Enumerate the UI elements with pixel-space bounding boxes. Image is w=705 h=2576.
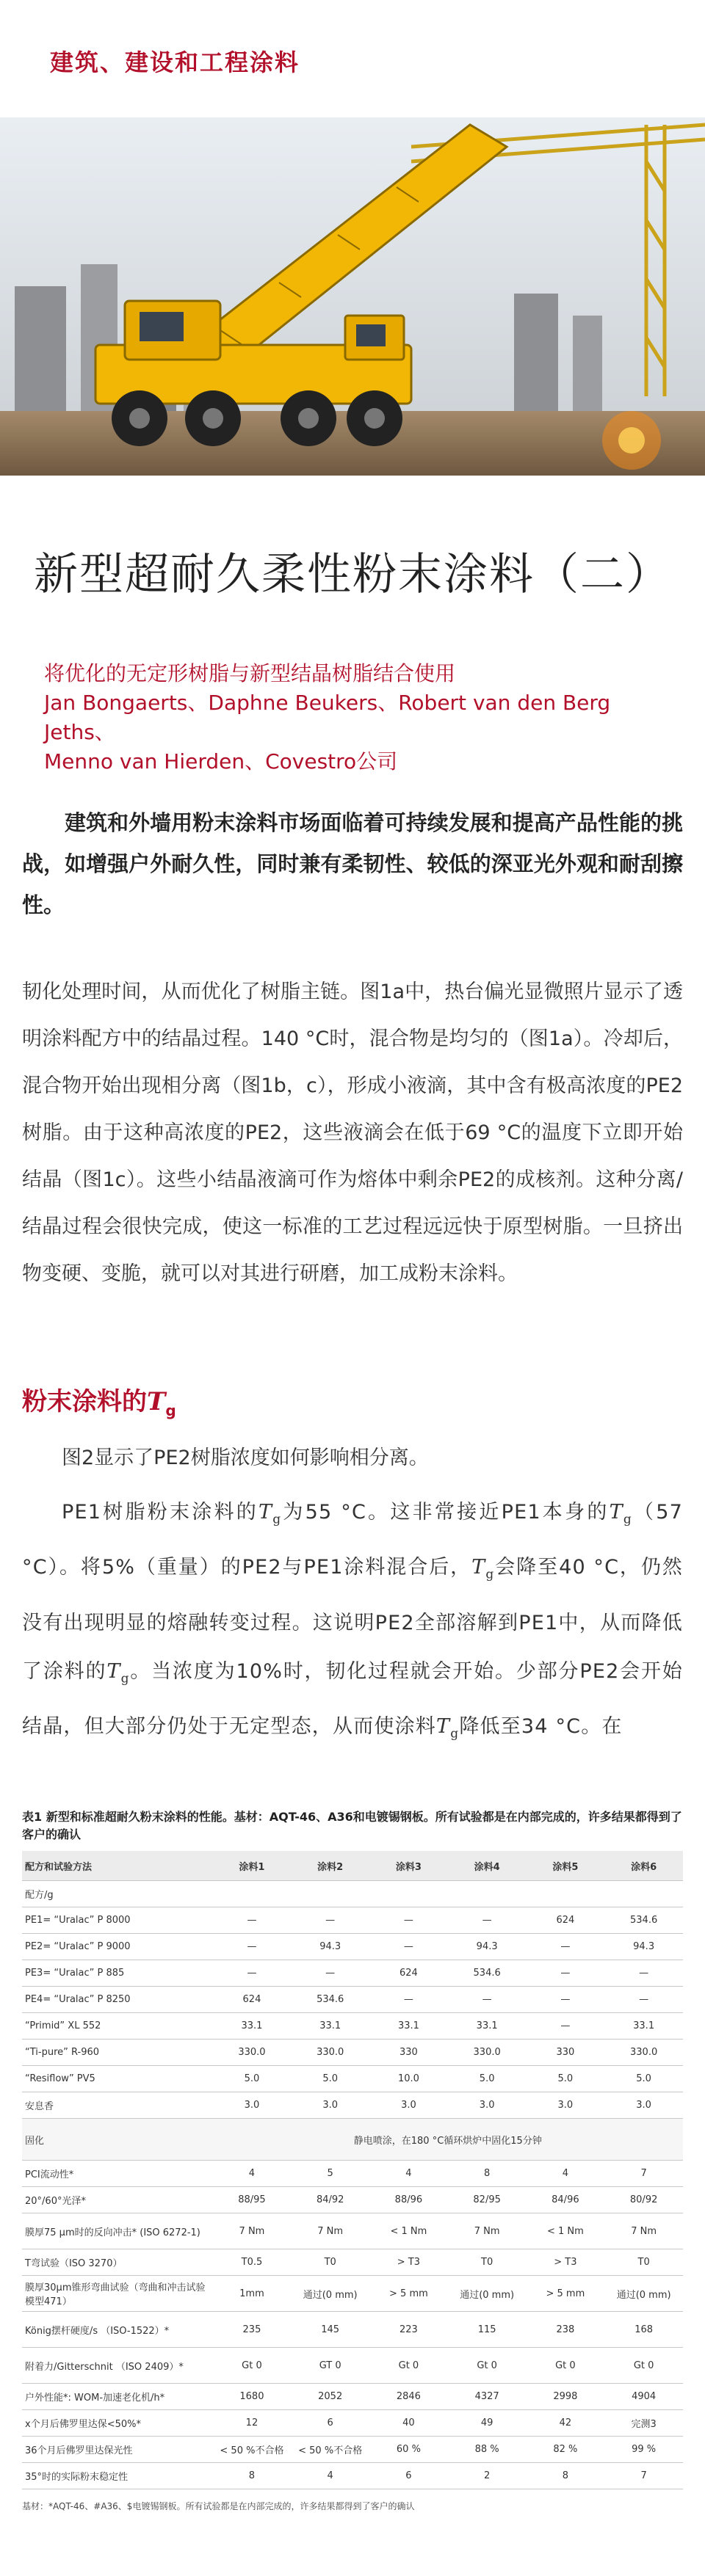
table-cell: 5.0 (448, 2066, 527, 2092)
table-cell: 通过(0 mm) (604, 2276, 683, 2312)
row-label: T弯试验（ISO 3270） (22, 2249, 213, 2276)
table-cell: 88/95 (213, 2187, 292, 2213)
table-cell (291, 1881, 369, 1907)
row-label: 安息香 (22, 2092, 213, 2119)
table-caption: 表1 新型和标准超耐久粉末涂料的性能。基材：AQT-46、A36和电镀锡钢板。所有试验都是在内部完成的，许多结果都得到了客户的确认 (22, 1810, 682, 1841)
table-cell: 88 % (448, 2437, 527, 2463)
table-cell: — (291, 1907, 369, 1934)
row-label: 配方/g (22, 1881, 213, 1907)
text-run: PE1树脂粉末涂料的 (62, 1501, 259, 1524)
table-cell: 5.0 (604, 2066, 683, 2092)
table-cell: 2998 (527, 2384, 605, 2410)
table-cell: 330.0 (604, 2040, 683, 2066)
table-cell: — (527, 1934, 605, 1960)
table-cell: 8 (448, 2161, 527, 2187)
cure-row-group (22, 2119, 683, 2161)
tg-term (471, 1556, 495, 1582)
table-cell: — (604, 1960, 683, 1987)
table-row (22, 1907, 683, 1934)
table-cell: 5.0 (291, 2066, 369, 2092)
table-cell: — (448, 1907, 527, 1934)
row-label: 20°/60°光泽* (22, 2187, 213, 2213)
table-cell: 330 (369, 2040, 448, 2066)
text-run: 为55 °C。这非常接近PE1本身的 (281, 1501, 610, 1524)
table-cell: — (527, 2013, 605, 2040)
crane-illustration (0, 117, 705, 476)
table-cell: 624 (213, 1987, 292, 2013)
table-cell: 80/92 (604, 2187, 683, 2213)
table-cell: 通过(0 mm) (291, 2276, 369, 2312)
table-row (22, 2013, 683, 2040)
authors-line-2: Menno van Hierden、Covestro公司 (44, 749, 398, 774)
table-row (22, 1881, 683, 1907)
table-row (22, 2092, 683, 2119)
text-run: 会降至40 °C，仍然没有出现明显的熔融转变过程。这说明PE2全部溶解到PE1中，从而降低了涂料的 (22, 1556, 683, 1683)
row-label: 户外性能*: WOM-加速老化机/h* (22, 2384, 213, 2410)
table-cell (448, 1881, 527, 1907)
tg-symbol: T (106, 1659, 121, 1683)
tg-symbol: T (436, 1715, 451, 1739)
table-cell: — (527, 1960, 605, 1987)
tg-subscript: g (165, 1401, 176, 1419)
text-run: 降低至34 °C。在 (459, 1715, 623, 1739)
table-cell: — (291, 1960, 369, 1987)
table-cell: 8 (527, 2463, 605, 2489)
table-cell (369, 1881, 448, 1907)
table-cell: 3.0 (527, 2092, 605, 2119)
table-cell: 4 (527, 2161, 605, 2187)
column-header: 涂料4 (448, 1851, 527, 1881)
table-cell: — (213, 1960, 292, 1987)
table-row (22, 2161, 683, 2187)
row-label: “Ti-pure” R-960 (22, 2040, 213, 2066)
tg-subscript: g (450, 1726, 460, 1742)
table-cell: > 5 mm (369, 2276, 448, 2312)
table-cell: 4 (369, 2161, 448, 2187)
table-cell: 33.1 (369, 2013, 448, 2040)
table-cell: 33.1 (448, 2013, 527, 2040)
cure-row (22, 2119, 683, 2161)
row-label: PCI流动性* (22, 2161, 213, 2187)
row-label: “Resiflow” PV5 (22, 2066, 213, 2092)
authors-line-1: Jan Bongaerts、Daphne Beukers、Robert van den Berg Jeths、 (44, 691, 611, 744)
table-cell: 49 (448, 2410, 527, 2437)
cure-label: 固化 (22, 2119, 213, 2161)
table-cell: 5 (291, 2161, 369, 2187)
text-run: （57 °C）。将5%（重量）的PE2与PE1涂料混合后， (22, 1501, 683, 1579)
lead-paragraph: 建筑和外墙用粉末涂料市场面临着可持续发展和提高产品性能的挑战，如增强户外耐久性，同时兼有柔韧性、较低的深亚光外观和耐刮擦性。 (22, 810, 683, 917)
row-label: 35°时的实际粉末稳定性 (22, 2463, 213, 2489)
table-row (22, 2312, 683, 2348)
table-cell: — (369, 1934, 448, 1960)
table-cell: 33.1 (604, 2013, 683, 2040)
table-cell: 12 (213, 2410, 292, 2437)
test-result-rows (22, 2161, 683, 2489)
table-row (22, 2348, 683, 2384)
table-cell: 330.0 (448, 2040, 527, 2066)
table-cell: 1680 (213, 2384, 292, 2410)
table-cell: T0 (604, 2249, 683, 2276)
table-cell: 6 (291, 2410, 369, 2437)
table-cell: 60 % (369, 2437, 448, 2463)
table-cell: 168 (604, 2312, 683, 2348)
column-header: 涂料1 (213, 1851, 292, 1881)
table-cell: 534.6 (604, 1907, 683, 1934)
table-row (22, 1987, 683, 2013)
table-cell: 7 (604, 2463, 683, 2489)
row-label: PE4= “Uralac” P 8250 (22, 1987, 213, 2013)
tg-subscript: g (272, 1512, 282, 1527)
table-cell: 2052 (291, 2384, 369, 2410)
section-heading (22, 1381, 176, 1419)
table-row (22, 2463, 683, 2489)
section-heading-text: 粉末涂料的 (22, 1387, 147, 1416)
table-cell: 10.0 (369, 2066, 448, 2092)
table-cell: — (369, 1907, 448, 1934)
article-title: 新型超耐久柔性粉末涂料（二） (34, 549, 671, 600)
formulation-rows (22, 1881, 683, 2119)
tg-symbol: T (609, 1501, 623, 1524)
tg-subscript: g (485, 1567, 495, 1582)
table-cell: 7 (604, 2161, 683, 2187)
tg-symbol: T (258, 1501, 273, 1524)
table-cell: 84/92 (291, 2187, 369, 2213)
table-row (22, 2384, 683, 2410)
text-run: 。当浓度为10%时，韧化过程就会开始。少部分PE2会开始结晶，但大部分仍处于无定型态，从而使涂料 (22, 1659, 683, 1739)
table-cell: 99 % (604, 2437, 683, 2463)
table-cell: < 50 %不合格 (213, 2437, 292, 2463)
properties-table (22, 1851, 683, 2489)
table-cell: Gt 0 (527, 2348, 605, 2384)
table-cell: < 1 Nm (369, 2213, 448, 2249)
table-cell: — (448, 1987, 527, 2013)
table-cell: 2846 (369, 2384, 448, 2410)
table-cell: 7 Nm (213, 2213, 292, 2249)
table-row (22, 2249, 683, 2276)
column-header: 涂料5 (527, 1851, 605, 1881)
table-cell: T0.5 (213, 2249, 292, 2276)
row-label: 膜厚75 μm时的反向冲击* (ISO 6272-1) (22, 2213, 213, 2249)
table-cell: 42 (527, 2410, 605, 2437)
row-label: PE2= “Uralac” P 9000 (22, 1934, 213, 1960)
table-cell: Gt 0 (448, 2348, 527, 2384)
table-cell: 4 (213, 2161, 292, 2187)
table-cell: GT 0 (291, 2348, 369, 2384)
table-cell: > T3 (527, 2249, 605, 2276)
table-cell: 82 % (527, 2437, 605, 2463)
table-cell: Gt 0 (213, 2348, 292, 2384)
table-cell: < 50 %不合格 (291, 2437, 369, 2463)
table-cell: 624 (369, 1960, 448, 1987)
properties-table-block (22, 1808, 683, 2542)
article-subtitle: 将优化的无定形树脂与新型结晶树脂结合使用 (44, 661, 456, 685)
table-cell: 5.0 (527, 2066, 605, 2092)
table-row (22, 1960, 683, 1987)
table-cell: 534.6 (291, 1987, 369, 2013)
table-cell: T0 (448, 2249, 527, 2276)
row-label: 36个月后佛罗里达保光性 (22, 2437, 213, 2463)
table-cell: 3.0 (369, 2092, 448, 2119)
byline (44, 659, 676, 776)
category-heading: 建筑、建设和工程涂料 (50, 48, 300, 76)
table-cell: 84/96 (527, 2187, 605, 2213)
table-cell: 624 (527, 1907, 605, 1934)
table-cell: 330.0 (213, 2040, 292, 2066)
table-row (22, 2213, 683, 2249)
table-cell: 145 (291, 2312, 369, 2348)
table-cell: 7 Nm (291, 2213, 369, 2249)
table-cell: 94.3 (291, 1934, 369, 1960)
row-label: PE1= “Uralac” P 8000 (22, 1907, 213, 1934)
table-cell: 3.0 (291, 2092, 369, 2119)
table-cell: 4 (291, 2463, 369, 2489)
table-cell: 2 (448, 2463, 527, 2489)
table-cell: 通过(0 mm) (448, 2276, 527, 2312)
body-paragraph-1: 韧化处理时间，从而优化了树脂主链。图1a中，热台偏光显微照片显示了透明涂料配方中的结晶过程。140 °C时，混合物是均匀的（图1a）。冷却后，混合物开始出现相分离（图1b，c），形成小液滴，其中含有极高浓度的PE2树脂。由于这种高浓度的PE2，这些液滴会在低于69 °C的温度下立即开始结晶（图1c）。这些小结晶液滴可作为熔体中剩余PE2的成核剂。这种分离/结晶过程会很快完成，使这一标准的工艺过程远远快于原型树脂。一旦挤出物变硬、变脆，就可以对其进行研磨，加工成粉末涂料。 (22, 980, 683, 1285)
table-cell: 238 (527, 2312, 605, 2348)
table-cell: 235 (213, 2312, 292, 2348)
table-cell: 5.0 (213, 2066, 292, 2092)
table-row (22, 2187, 683, 2213)
table-cell (213, 1881, 292, 1907)
table-cell: 94.3 (448, 1934, 527, 1960)
table-cell: Gt 0 (369, 2348, 448, 2384)
table-cell: 330 (527, 2040, 605, 2066)
column-header: 配方和试验方法 (22, 1851, 213, 1881)
table-cell: 40 (369, 2410, 448, 2437)
table-cell: — (369, 1987, 448, 2013)
table-cell: 3.0 (448, 2092, 527, 2119)
table-footnote: 基材：*AQT-46、#A36、$电镀锡钢板。所有试验都是在内部完成的，许多结果都得到了客户的确认 (22, 2501, 415, 2511)
row-label: x个月后佛罗里达保<50%* (22, 2410, 213, 2437)
table-cell: Gt 0 (604, 2348, 683, 2384)
hero-image (0, 117, 705, 476)
table-row (22, 1934, 683, 1960)
row-label: 附着力/Gitterschnit （ISO 2409）* (22, 2348, 213, 2384)
tg-subscript: g (623, 1512, 632, 1527)
table-row (22, 2410, 683, 2437)
table-header-row (22, 1851, 683, 1881)
table-cell: 330.0 (291, 2040, 369, 2066)
table-row (22, 2276, 683, 2312)
row-label: 膜厚30μm锥形弯曲试验（弯曲和冲击试验模型471） (22, 2276, 213, 2312)
table-cell: 33.1 (213, 2013, 292, 2040)
table-cell (604, 1881, 683, 1907)
table-cell: > 5 mm (527, 2276, 605, 2312)
table-cell: 3.0 (213, 2092, 292, 2119)
table-cell: T0 (291, 2249, 369, 2276)
table-cell: — (213, 1934, 292, 1960)
table-cell: 1mm (213, 2276, 292, 2312)
row-label: König摆杆硬度/s （ISO-1522）* (22, 2312, 213, 2348)
table-cell: 4327 (448, 2384, 527, 2410)
table-cell: 4904 (604, 2384, 683, 2410)
table-cell: < 1 Nm (527, 2213, 605, 2249)
table-cell: 完测3 (604, 2410, 683, 2437)
tg-term (258, 1501, 282, 1527)
table-cell: 7 Nm (448, 2213, 527, 2249)
table-row (22, 2437, 683, 2463)
column-header: 涂料2 (291, 1851, 369, 1881)
table-cell: 6 (369, 2463, 448, 2489)
column-header: 涂料3 (369, 1851, 448, 1881)
table-cell: — (604, 1987, 683, 2013)
table-cell: 88/96 (369, 2187, 448, 2213)
table-cell: — (213, 1907, 292, 1934)
table-row (22, 2066, 683, 2092)
table-cell: 82/95 (448, 2187, 527, 2213)
table-cell: 3.0 (604, 2092, 683, 2119)
table-cell: 7 Nm (604, 2213, 683, 2249)
table-cell (527, 1881, 605, 1907)
cure-value: 静电喷涂，在180 °C循环烘炉中固化15分钟 (213, 2119, 683, 2161)
table-cell: > T3 (369, 2249, 448, 2276)
tg-symbol: T (147, 1387, 166, 1416)
row-label: “Primid” XL 552 (22, 2013, 213, 2040)
table-cell: 534.6 (448, 1960, 527, 1987)
table-row (22, 2040, 683, 2066)
tg-term (609, 1501, 632, 1527)
table-cell: 33.1 (291, 2013, 369, 2040)
table-cell: — (527, 1987, 605, 2013)
table-cell: 223 (369, 2312, 448, 2348)
table-cell: 8 (213, 2463, 292, 2489)
body-paragraph-3 (22, 1488, 683, 1758)
tg-term (106, 1659, 130, 1687)
body-paragraph-2: 图2显示了PE2树脂浓度如何影响相分离。 (62, 1447, 429, 1469)
table-cell: 94.3 (604, 1934, 683, 1960)
tg-symbol: T (471, 1556, 486, 1579)
table-cell: 115 (448, 2312, 527, 2348)
column-header: 涂料6 (604, 1851, 683, 1881)
row-label: PE3= “Uralac” P 885 (22, 1960, 213, 1987)
tg-subscript: g (120, 1671, 130, 1687)
tg-term (436, 1715, 460, 1742)
